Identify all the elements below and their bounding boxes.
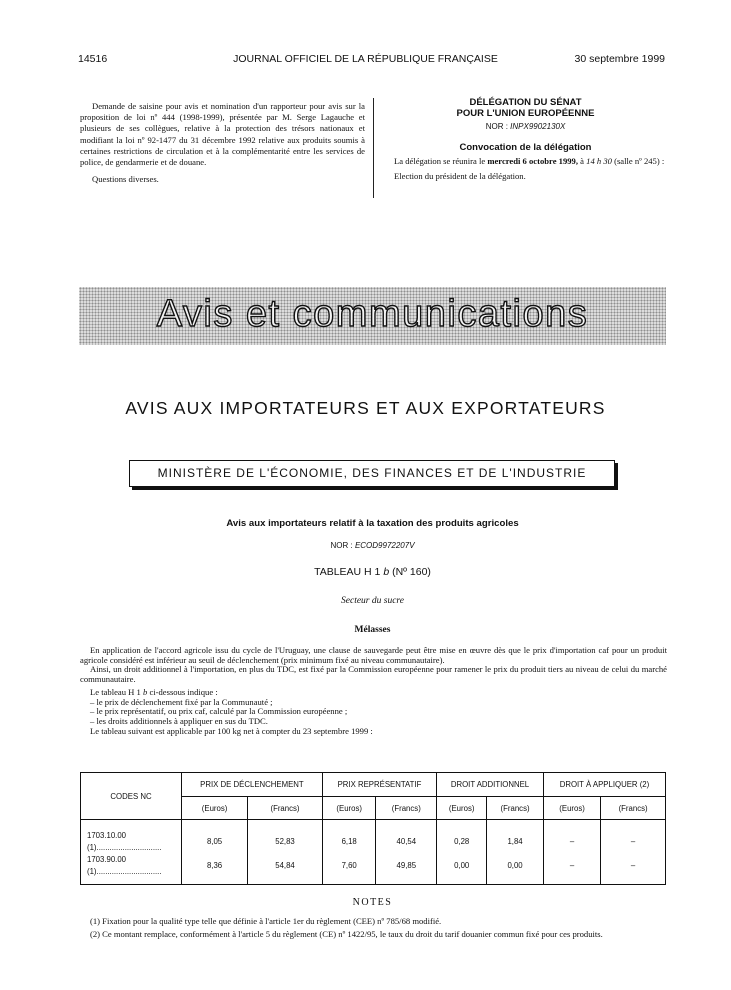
page-number: 14516 [78, 53, 108, 65]
tableau-title [0, 566, 731, 578]
table-cell: – [601, 830, 666, 854]
nc-code: 1703.10.00 (1).............................. [81, 830, 182, 854]
sub-header: (Francs) [487, 797, 544, 820]
list-item: – le prix de déclenchement fixé par la Communauté ; [90, 696, 273, 707]
notice-nor-value: ECOD9972207V [354, 541, 415, 550]
notice-title: Avis aux importateurs relatif à la taxation des produits agricoles [226, 518, 519, 529]
table-cell: 0,28 [437, 830, 487, 854]
meeting-room: (salle nº 245) : [614, 156, 665, 166]
ministry-box: MINISTÈRE DE L'ÉCONOMIE, DES FINANCES ET DE L'INDUSTRIE [129, 460, 615, 487]
notice-nor [0, 541, 731, 550]
table-cell: 49,85 [376, 854, 437, 885]
meeting-date: mercredi 6 octobre 1999, [487, 156, 578, 166]
table-cell: 52,83 [248, 830, 323, 854]
delegation-subtitle: POUR L'UNION EUROPÉENNE [456, 107, 595, 119]
group-header: PRIX REPRÉSENTATIF [322, 773, 436, 797]
senate-agenda-left-column [80, 101, 365, 185]
codes-header: CODES NC [81, 773, 182, 820]
group-header: DROIT ADDITIONNEL [437, 773, 544, 797]
convocation-heading: Convocation de la délégation [459, 142, 592, 153]
body-paragraph: En application de l'accord agricole issu du cycle de l'Uruguay, une clause de sauvegarde peut être mise en œuvre dès que le prix d'importation caf pour un produit agricole considéré est inférieur au seuil de déclenchement (prix minimum fixé au niveau communautaire). [80, 645, 667, 665]
sub-header: (Euros) [322, 797, 376, 820]
sub-header: (Euros) [437, 797, 487, 820]
agenda-paragraph: Demande de saisine pour avis et nomination d'un rapporteur pour avis sur la proposition de loi nº 444 (1998-1999), présentée par M. Serge Lagauche et plusieurs de ses collègues, relative à la protection des trésors nationaux et modifiant la loi nº 92-1477 du 31 décembre 1992 relative aux produits soumis à certaines restrictions de circulation et à la complémentarité entre les services de police, de gendarmerie et de douane. [80, 101, 365, 168]
meeting-at: à [580, 156, 584, 166]
product-heading: Mélasses [354, 625, 391, 635]
note-item: (2) Ce montant remplace, conformément à l'article 5 du règlement (CE) nº 1422/95, le taux du droit du tarif douanier commun fixé pour ces produits. [90, 928, 603, 939]
table-row [81, 830, 666, 854]
notes-heading: NOTES [352, 897, 393, 908]
sub-header: (Francs) [248, 797, 323, 820]
delegation-nor [384, 121, 667, 132]
list-item: – les droits additionnels à appliquer en sus du TDC. [90, 715, 268, 726]
para-3-prefix: Le tableau H 1 [90, 686, 141, 697]
para-3-letter: b [142, 686, 148, 697]
nc-code: 1703.90.00 (1).............................. [81, 854, 182, 885]
table-cell: 6,18 [322, 830, 376, 854]
delegation-title: DÉLÉGATION DU SÉNAT [469, 97, 582, 108]
tableau-suffix: (Nº 160) [392, 566, 431, 578]
column-divider [373, 98, 374, 198]
note-item: (1) Fixation pour la qualité type telle que définie à l'article 1er du règlement (CEE) nº 785/68 modifié. [90, 916, 442, 926]
table-cell: 0,00 [487, 854, 544, 885]
tableau-letter: b [383, 566, 390, 578]
group-header: PRIX DE DÉCLENCHEMENT [182, 773, 323, 797]
table-cell: – [543, 830, 600, 854]
table-cell: 8,36 [182, 854, 248, 885]
agenda-paragraph: Questions diverses. [92, 174, 159, 185]
notice-body [80, 646, 667, 736]
section-banner [79, 287, 666, 345]
table-cell: 1,84 [487, 830, 544, 854]
sub-header: (Francs) [601, 797, 666, 820]
sub-header: (Euros) [543, 797, 600, 820]
delegation-right-column [384, 98, 667, 182]
sector-subtitle: Secteur du sucre [341, 596, 404, 606]
main-heading: AVIS AUX IMPORTATEURS ET AUX EXPORTATEURS [125, 398, 606, 418]
nor-label: NOR : [485, 122, 508, 131]
table-cell: – [601, 854, 666, 885]
meeting-time: 14 h 30 [586, 156, 612, 166]
sub-header: (Euros) [182, 797, 248, 820]
tableau-prefix: TABLEAU H 1 [314, 566, 381, 578]
meeting-prefix: La délégation se réunira le [394, 156, 486, 166]
issue-date: 30 septembre 1999 [574, 53, 665, 65]
nor-value: INPX9902130X [510, 122, 566, 131]
table-cell: – [543, 854, 600, 885]
notes-body [80, 917, 667, 942]
notice-nor-label: NOR : [330, 541, 353, 550]
meeting-agenda: Election du président de la délégation. [394, 171, 526, 181]
table-cell: 54,84 [248, 854, 323, 885]
banner-title: Avis et communications [156, 293, 589, 335]
journal-title: JOURNAL OFFICIEL DE LA RÉPUBLIQUE FRANÇAISE [233, 53, 498, 65]
para-3-suffix: ci-dessous indique : [149, 686, 218, 697]
table-row [81, 854, 666, 885]
meeting-notice [384, 156, 667, 167]
body-paragraph: Le tableau suivant est applicable par 100 kg net à compter du 23 septembre 1999 : [90, 725, 373, 736]
table-cell: 8,05 [182, 830, 248, 854]
list-item: – le prix représentatif, ou prix caf, calculé par la Commission européenne ; [90, 706, 348, 717]
table-cell: 40,54 [376, 830, 437, 854]
body-paragraph: Ainsi, un droit additionnel à l'importation, en plus du TDC, est fixé par la Commission européenne pour ramener le prix du produit tiers au niveau de celui du marché communautaire. [80, 664, 667, 685]
tariff-table [80, 772, 666, 885]
sub-header: (Francs) [376, 797, 437, 820]
table-cell: 7,60 [322, 854, 376, 885]
table-cell: 0,00 [437, 854, 487, 885]
group-header: DROIT À APPLIQUER (2) [543, 773, 665, 797]
